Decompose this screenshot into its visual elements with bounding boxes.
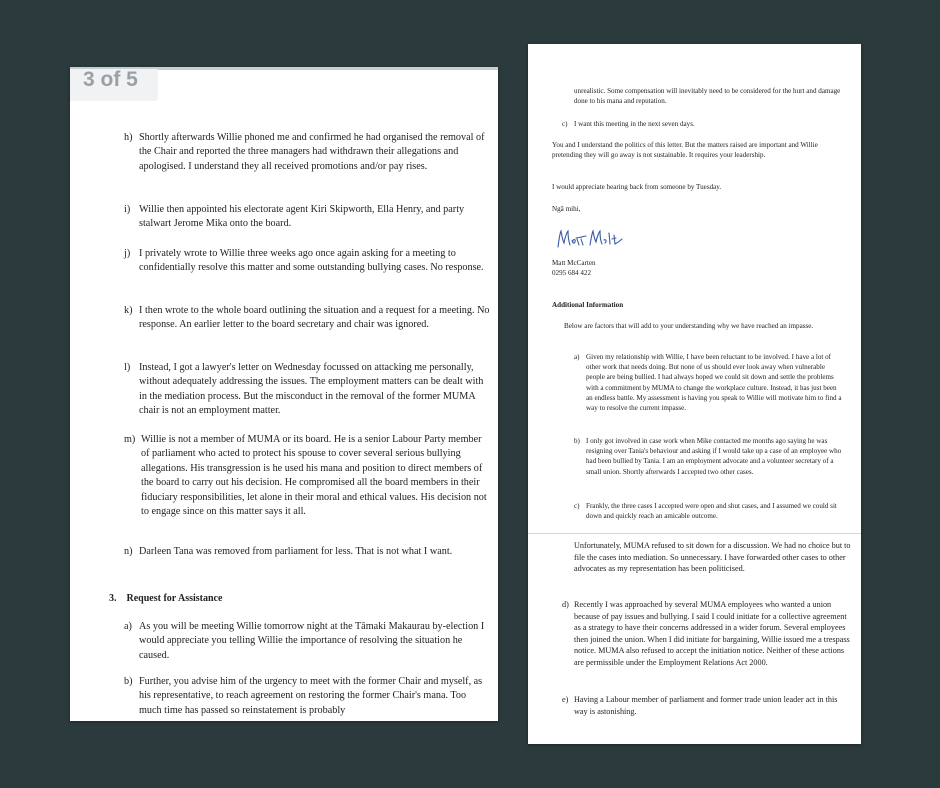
item-label: a) — [574, 353, 580, 361]
additional-info-intro: Below are factors that will add to your understanding why we have reached an impasse. — [564, 322, 814, 330]
item-text: I privately wrote to Willie three weeks ago once again asking for a meeting to confidentially resolve this matter and some outstanding bullying cases. No response. — [139, 248, 484, 274]
signature-image — [554, 227, 624, 251]
request-item-a — [124, 620, 490, 663]
additional-item-d — [562, 599, 852, 669]
continuation-text: unrealistic. Some compensation will inevitably need to be considered for the hurt and damage done to his mana and reputation. — [574, 87, 841, 106]
list-item-j — [124, 247, 490, 276]
list-item-m — [124, 433, 490, 519]
list-item-n — [124, 545, 490, 559]
item-text: Willie then appointed his electorate agent Kiri Skipworth, Ella Henry, and party stalwart Jerome Mika onto the board. — [139, 204, 465, 230]
item-label: d) — [562, 600, 569, 609]
item-label: c) — [574, 502, 580, 510]
section-title: Request for Assistance — [126, 593, 223, 604]
item-label: l) — [124, 362, 131, 373]
item-text: I only got involved in case work when Mike contacted me months ago saying he was resigning over Tania's behaviour and asking if I would take up a case of an employee who had been bullied by Tania. I am an employment advocate and a volunteer secretary of a small union. Shortly afterwards I accepted two other cases. — [586, 437, 842, 476]
additional-item-e — [562, 694, 852, 717]
additional-info-heading: Additional Information — [552, 301, 624, 309]
item-label: n) — [124, 546, 133, 557]
item-label: k) — [124, 305, 133, 316]
right-document-page — [528, 44, 861, 744]
item-label: a) — [124, 621, 132, 632]
item-text: Recently I was approached by several MUMA employees who wanted a union because of pay issues and bullying. I said I could initiate for a collective agreement as a strategy to have their concerns addressed in a wider forum. Several employees then joined the union. When I did initiate for bargaining, Willie issued me a trespass notice. MUMA also refused to accept the initiation notice. Neither of these actions are permissible under the Employment Relations Act 2000. — [574, 600, 850, 667]
item-text: I then wrote to the whole board outlining the situation and a request for a meeting. No response. An earlier letter to the board secretary and chair was ignored. — [139, 305, 490, 331]
request-item-c — [562, 119, 842, 129]
left-document-page — [70, 67, 498, 721]
item-label: i) — [124, 204, 131, 215]
additional-item-c — [574, 501, 844, 521]
item-label: e) — [562, 695, 569, 704]
item-text: Frankly, the three cases I accepted were open and shut cases, and I assumed we could sit down and quickly reach an amicable outcome. — [586, 502, 837, 521]
additional-item-a — [574, 352, 844, 413]
list-item-i — [124, 203, 490, 232]
section-heading — [109, 592, 222, 606]
page-indicator-text: 3 of 5 — [83, 68, 138, 91]
additional-item-b — [574, 436, 844, 477]
phone-number: 0295 684 422 — [552, 269, 592, 277]
item-label: h) — [124, 132, 133, 143]
page-indicator-badge — [70, 69, 158, 101]
item-text: I want this meeting in the next seven days. — [574, 120, 695, 128]
closing-text: Ngā mihi, — [552, 205, 581, 213]
item-label: b) — [574, 437, 580, 445]
bottom-continuation-text: Unfortunately, MUMA refused to sit down for a discussion. We had no choice but to file the cases into mediation. So unnecessary. I have forwarded other cases to other advocates as my representation has been politicised. — [574, 541, 851, 574]
item-text: Shortly afterwards Willie phoned me and confirmed he had organised the removal of the Chair and reported the three managers had withdrawn their allegations and apologised. I understand they all received promotions and/or pay rises. — [139, 132, 485, 172]
item-text: As you will be meeting Willie tomorrow night at the Tāmaki Makaurau by-election I would appreciate you telling Willie the importance of resolving the situation he caused. — [139, 621, 485, 661]
item-label: b) — [124, 676, 133, 687]
item-text: Given my relationship with Willie, I have been reluctant to be involved. I have a lot of other work that needs doing. But none of us should ever look away when vulnerable people are being bullied. I had always hoped we could sit down and settle the problems with a commitment by MUMA to change the workplace culture. Instead, it has just been an endless battle. My assessment is having you speak to Willie will motivate him to find a way to resolve the current impasse. — [586, 353, 842, 413]
item-label: c) — [562, 120, 568, 128]
page-divider — [528, 533, 861, 534]
item-text: Darleen Tana was removed from parliament for less. That is not what I want. — [139, 546, 453, 557]
paragraph-tuesday: I would appreciate hearing back from someone by Tuesday. — [552, 183, 722, 191]
item-label: m) — [124, 434, 136, 445]
list-item-l — [124, 361, 490, 419]
item-text: Instead, I got a lawyer's letter on Wednesday focussed on attacking me personally, without adequately addressing the issues. The employment matters can be dealt with in the mediation process. But the misconduct in the removal of the former MUMA chair is not an employment matter. — [139, 362, 484, 417]
item-text: Willie is not a member of MUMA or its board. He is a senior Labour Party member of parliament who acted to protect his spouse to cover several serious bullying allegations. His transgression is he used his mana and position to direct members of the board to carry out his decision. He compromised all the board members in their fiduciary responsibilities, let alone in their moral and ethical values. His decision not to engage since on this matter says it all. — [141, 434, 487, 518]
item-text: Further, you advise him of the urgency to meet with the former Chair and myself, as his representative, to reach agreement on restoring the former Chair's mana. Too much time has passed so reinstatement is probably — [139, 676, 483, 716]
request-item-b — [124, 675, 490, 718]
section-number: 3. — [109, 593, 117, 604]
list-item-k — [124, 304, 490, 333]
item-text: Having a Labour member of parliament and former trade union leader act in this way is astonishing. — [574, 695, 838, 716]
item-label: j) — [124, 248, 131, 259]
list-item-h — [124, 131, 490, 174]
signature-name: Matt McCarten — [552, 259, 596, 267]
paragraph-politics: You and I understand the politics of this letter. But the matters raised are important and Willie pretending they will go away is not sustainable. It requires your leadership. — [552, 141, 818, 160]
